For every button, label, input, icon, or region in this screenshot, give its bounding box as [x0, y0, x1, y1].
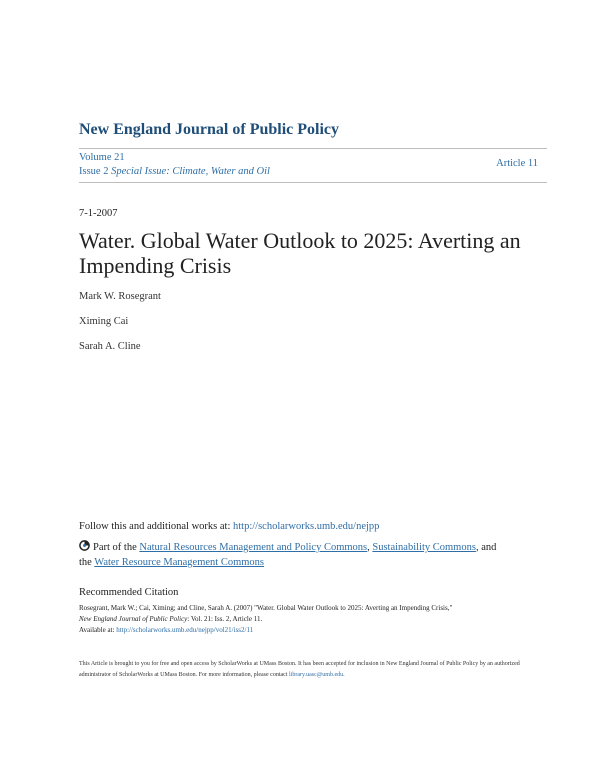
citation-text	[79, 603, 539, 636]
footer-notice	[79, 659, 534, 681]
comma: ,	[367, 542, 373, 553]
volume-link[interactable]: Volume 21	[79, 152, 125, 163]
divider-bottom	[79, 182, 547, 183]
author-1: Mark W. Rosegrant	[79, 291, 161, 302]
follow-line	[79, 521, 379, 532]
issue-link[interactable]	[79, 166, 270, 177]
commons-link-sustainability[interactable]: Sustainability Commons	[372, 542, 476, 553]
author-2: Ximing Cai	[79, 316, 129, 327]
follow-url-link[interactable]: http://scholarworks.umb.edu/nejpp	[233, 521, 380, 532]
commons-link-natural-resources[interactable]: Natural Resources Management and Policy Commons	[139, 542, 368, 553]
citation-line-1: Rosegrant, Mark W.; Cai, Ximing; and Cline, Sarah A. (2007) "Water. Global Water Outlook to 2025: Averting an Impending Crisis,"	[79, 604, 453, 612]
journal-title[interactable]: New England Journal of Public Policy	[79, 121, 340, 138]
partof-and: , and	[475, 542, 497, 553]
commons-link-water-resource[interactable]: Water Resource Management Commons	[94, 557, 264, 568]
paper-title: Water. Global Water Outlook to 2025: Averting an Impending Crisis	[79, 228, 521, 278]
article-number[interactable]: Article 11	[496, 158, 538, 169]
footer-text: This Article is brought to you for free and open access by ScholarWorks at UMass Boston. It has been accepted for inclusion in New England Journal of Public Policy by an authorized administrator of ScholarWorks at UMass Boston. For more information, please contact	[79, 661, 520, 678]
citation-volume-info: : Vol. 21: Iss. 2, Article 11.	[187, 615, 263, 623]
publication-date: 7-1-2007	[79, 208, 118, 219]
issue-title: Special Issue: Climate, Water and Oil	[111, 166, 270, 177]
footer-email-link[interactable]: library.uasc@umb.edu	[288, 672, 344, 678]
citation-journal: New England Journal of Public Policy	[79, 615, 188, 623]
footer-end: .	[343, 672, 345, 678]
follow-text: Follow this and additional works at:	[79, 521, 231, 532]
author-3: Sarah A. Cline	[79, 341, 141, 352]
partof-the: the	[79, 557, 92, 568]
recommended-citation-heading: Recommended Citation	[79, 587, 179, 598]
partof-prefix: Part of the	[93, 542, 137, 553]
part-of-commons	[79, 540, 519, 570]
divider-top	[79, 148, 547, 149]
issue-number: Issue 2	[79, 166, 109, 177]
citation-available-label: Available at:	[79, 626, 115, 634]
citation-url-link[interactable]: http://scholarworks.umb.edu/nejpp/vol21/iss2/11	[116, 626, 254, 634]
network-commons-icon	[79, 540, 90, 551]
